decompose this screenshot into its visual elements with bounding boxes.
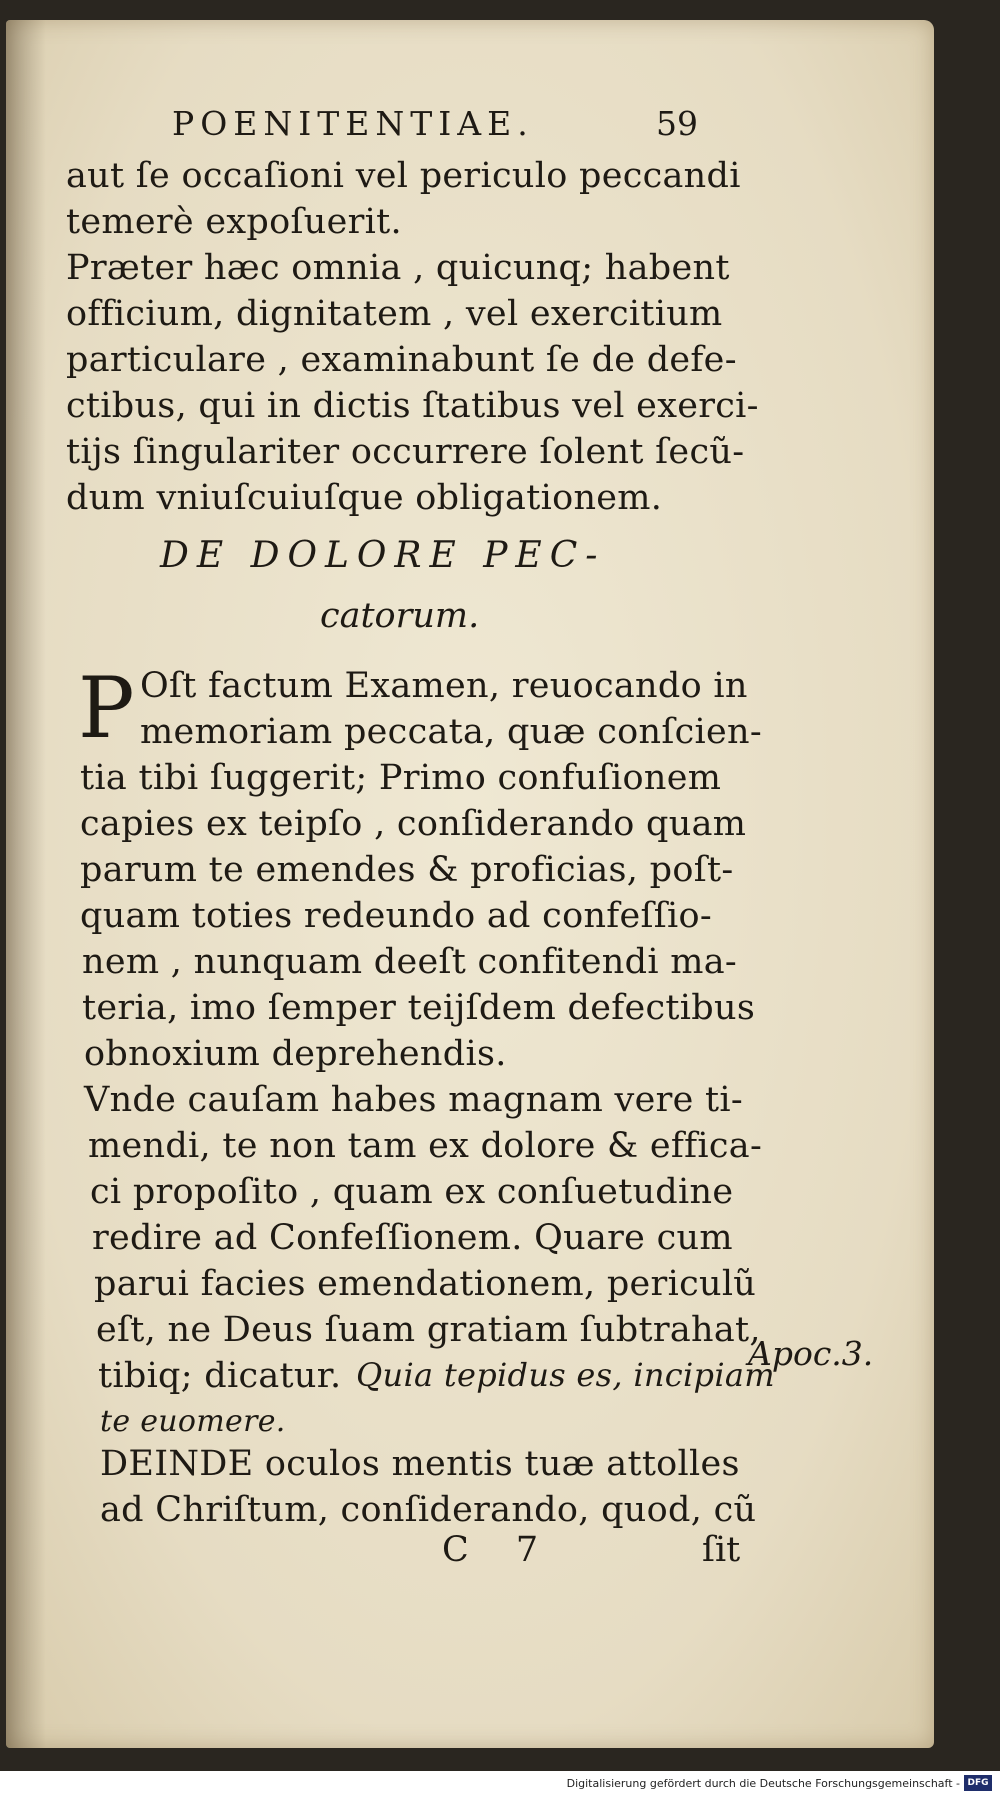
- text-line: tia tibi ſuggerit; Primo confuſionem: [80, 758, 722, 798]
- margin-note: Apoc.3.: [748, 1334, 874, 1373]
- section-heading: DE DOLORE PEC-: [160, 535, 606, 576]
- text-line: Oſt factum Examen, reuocando in: [140, 666, 748, 706]
- text-line: ad Chriſtum, conſiderando, quod, cũ: [100, 1490, 757, 1530]
- scripture-quote: Quia tepidus es, incipiam: [356, 1356, 775, 1394]
- quote-intro: tibiq; dicatur.: [98, 1356, 342, 1396]
- text-line: aut ſe occaſioni vel periculo peccandi: [66, 156, 741, 196]
- text-line: temerè expoſuerit.: [66, 202, 402, 242]
- page-number: 59: [656, 104, 698, 143]
- text-line: teria, imo ſemper teijſdem defectibus: [82, 988, 756, 1028]
- section-heading-continuation: catorum.: [320, 596, 480, 636]
- funding-credit: Digitalisierung gefördert durch die Deutsche Forschungsgemeinschaft -: [566, 1777, 960, 1790]
- text-line: dum vniuſcuiuſque obligationem.: [66, 478, 663, 518]
- text-line: Præter hæc omnia , quicunq; habent: [66, 248, 730, 288]
- dfg-logo: DFG: [964, 1775, 992, 1791]
- text-line: tijs ſingulariter occurrere ſolent ſecũ-: [66, 432, 745, 472]
- text-line: ci propoſito , quam ex conſuetudine: [90, 1172, 734, 1212]
- scripture-quote-continuation: te euomere.: [100, 1404, 286, 1439]
- text-line: mendi, te non tam ex dolore & effica-: [88, 1126, 763, 1166]
- signature-mark: C 7: [442, 1530, 557, 1570]
- running-title: POENITENTIAE.: [172, 104, 534, 143]
- text-line: parum te emendes & proficias, poſt-: [80, 850, 734, 890]
- drop-initial: P: [78, 659, 135, 757]
- text-line: Vnde cauſam habes magnam vere ti-: [84, 1080, 744, 1120]
- text-line: memoriam peccata, quæ conſcien-: [140, 712, 762, 752]
- digitization-footer: [0, 1771, 1000, 1797]
- text-line: eſt, ne Deus ſuam gratiam ſubtrahat,: [96, 1310, 761, 1350]
- catchword: ſit: [702, 1530, 741, 1570]
- text-line: quam toties redeundo ad confeſſio-: [80, 896, 713, 936]
- spine-shadow: [6, 20, 46, 1748]
- text-line: capies ex teipſo , conſiderando quam: [80, 804, 747, 844]
- text-line: particulare , examinabunt ſe de defe-: [66, 340, 737, 380]
- text-line: nem , nunquam deeſt confitendi ma-: [82, 942, 738, 982]
- text-line: obnoxium deprehendis.: [84, 1034, 507, 1074]
- text-line: ctibus, qui in dictis ſtatibus vel exerci-: [66, 386, 759, 426]
- text-line: officium, dignitatem , vel exercitium: [66, 294, 723, 334]
- text-line: redire ad Confeſſionem. Quare cum: [92, 1218, 733, 1258]
- text-line: parui facies emendationem, periculũ: [94, 1264, 757, 1304]
- text-line: DEINDE oculos mentis tuæ attolles: [100, 1444, 740, 1484]
